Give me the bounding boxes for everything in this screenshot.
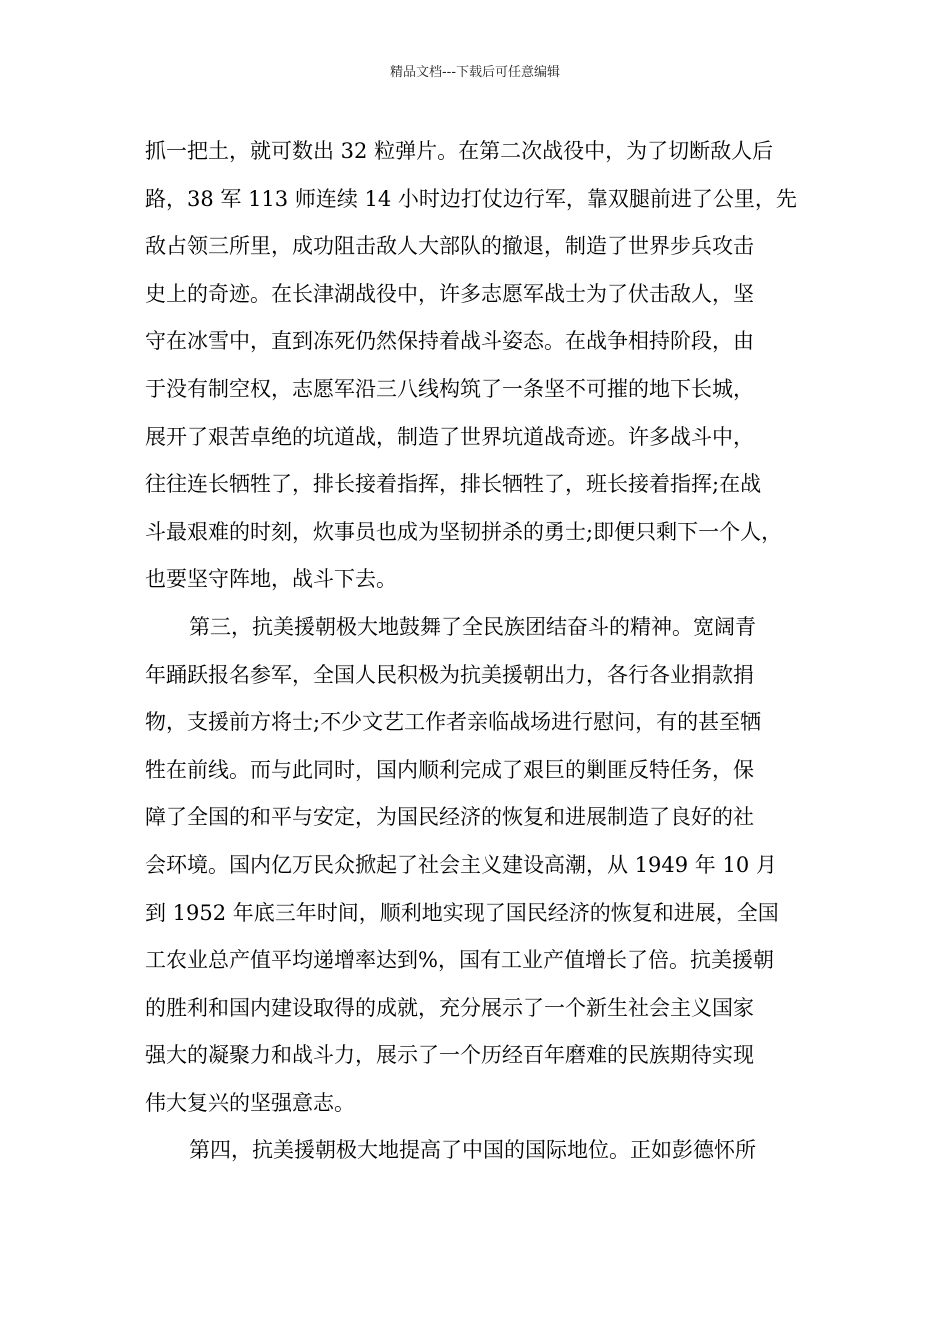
text-line: 往往连长牺牲了，排长接着指挥，排长牺牲了，班长接着指挥;在战 [145,472,762,497]
text-line: 牲在前线。而与此同时，国内顺利完成了艰巨的剿匪反特任务，保 [145,757,754,782]
page-header: 精品文档---下载后可任意编辑 [389,65,561,80]
text-line: 障了全国的和平与安定，为国民经济的恢复和进展制造了良好的社 [145,805,754,830]
document-body [145,128,825,1175]
text-line: 工农业总产值平均递增率达到%，国有工业产值增长了倍。抗美援朝 [145,948,774,973]
text-line: 展开了艰苦卓绝的坑道战，制造了世界坑道战奇迹。许多战斗中， [145,424,754,449]
text-line: 第三，抗美援朝极大地鼓舞了全民族团结奋斗的精神。宽阔青 [189,614,756,639]
text-line: 守在冰雪中，直到冻死仍然保持着战斗姿态。在战争相持阶段，由 [145,329,754,354]
text-line: 伟大复兴的坚强意志。 [145,1090,355,1115]
text-line: 斗最艰难的时刻，炊事员也成为坚韧拼杀的勇士;即便只剩下一个人， [145,519,783,544]
text-line: 敌占领三所里，成功阻击敌人大部队的撤退，制造了世界步兵攻击 [145,234,754,259]
text-line: 抓一把土，就可数出 32 粒弹片。在第二次战役中，为了切断敌人后 [145,139,774,163]
text-line: 强大的凝聚力和战斗力，展示了一个历经百年磨难的民族期待实现 [145,1043,754,1068]
text-line: 也要坚守阵地，战斗下去。 [145,567,397,592]
text-line: 于没有制空权，志愿军沿三八线构筑了一条坚不可摧的地下长城， [145,376,754,401]
paragraph [145,128,825,604]
paragraph [145,1127,825,1175]
text-line: 第四，抗美援朝极大地提高了中国的国际地位。正如彭德怀所 [189,1138,756,1163]
text-line: 到 1952 年底三年时间，顺利地实现了国民经济的恢复和进展，全国 [145,900,779,925]
text-line: 年踊跃报名参军，全国人民积极为抗美援朝出力，各行各业捐款捐 [145,662,754,687]
paragraph [145,604,825,1128]
text-line: 路，38 军 113 师连续 14 小时边打仗边行军，靠双腿前进了公里，先 [145,186,797,211]
text-line: 史上的奇迹。在长津湖战役中，许多志愿军战士为了伏击敌人，坚 [145,281,754,306]
text-line: 物，支援前方将士;不少文艺工作者亲临战场进行慰问，有的甚至牺 [145,710,762,735]
text-line: 会环境。国内亿万民众掀起了社会主义建设高潮，从 1949 年 10 月 [145,852,777,877]
text-line: 的胜利和国内建设取得的成就，充分展示了一个新生社会主义国家 [145,995,754,1020]
